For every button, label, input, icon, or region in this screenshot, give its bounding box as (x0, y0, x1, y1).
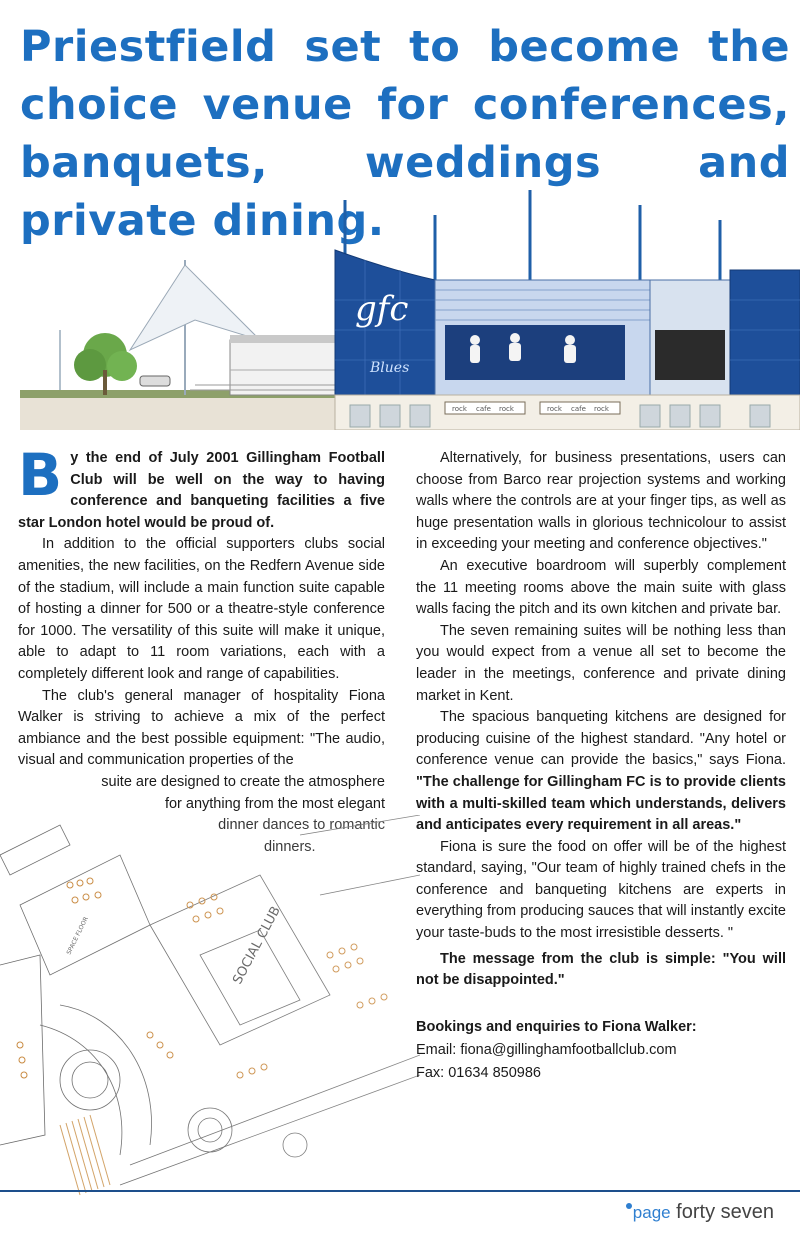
gfc-logo: gfc (355, 289, 409, 329)
body-line: suite are designed to create the atmosphere (101, 773, 385, 790)
body-paragraph: Fiona is sure the food on offer will be of the highest standard, saying, "Our team of highly trained chefs in the conference and banqueting kitchens are experts in everything from producing sauces that will instantly excite your taste-buds to the most irresistible desserts. " (416, 838, 786, 942)
cafe-sign: rock (499, 405, 514, 413)
intro-paragraph (18, 441, 385, 534)
footer-rule (0, 1190, 800, 1192)
right-column (416, 448, 786, 1085)
contact-heading: Bookings and enquiries to Fiona Walker: (416, 1018, 697, 1035)
cafe-sign: rock (594, 405, 609, 413)
contact-block (416, 1016, 786, 1085)
intro-text: y the end of July 2001 Gillingham Football Club will be well on the way to having conference and banqueting facilities a five star London hotel would be proud of. (18, 450, 385, 531)
page-word: page (632, 1203, 671, 1222)
stadium-illustration (20, 190, 800, 430)
cafe-sign: cafe (571, 405, 586, 413)
blues-sign: Blues (370, 360, 410, 376)
cafe-sign: cafe (476, 405, 491, 413)
body-paragraph: The club's general manager of hospitality Fiona Walker is striving to achieve a mix of the perfect ambiance and the best possible equipment: "The audio, visual and communication properties of the (18, 687, 385, 769)
headline: Priestfield set to become the choice venue for conferences, banquets, weddings and private dining. (20, 22, 790, 246)
body-paragraph: Alternatively, for business presentations, users can choose from Barco rear projection systems and working walls where the controls are at your finger tips, as well as huge presentation walls in glorious technicolour to assist in exceeding your meeting and conference objectives." (416, 450, 786, 553)
challenge-quote: "The challenge for Gillingham FC is to provide clients with a multi-skilled team which understands, delivers and anticipates every requirement in all areas." (416, 773, 786, 834)
floor-plan-drawing (0, 815, 420, 1200)
left-column (18, 441, 385, 858)
drop-cap: B (18, 441, 63, 509)
contact-fax: Fax: 01634 850986 (416, 1064, 541, 1081)
dot-icon (626, 1203, 632, 1209)
body-paragraph: In addition to the official supporters clubs social amenities, the new facilities, on the Redfern Avenue side of the stadium, will include a main function suite capable of hosting a dinner for 500 or a theatre-style conference for 1000. The versatility of this suite will make it unique, able to adapt to 11 room variations, each with a completely different look and range of capabilities. (18, 536, 385, 682)
cafe-sign: rock (452, 405, 467, 413)
closing-message: The message from the club is simple: "You will not be disappointed." (416, 950, 786, 989)
cafe-sign: rock (547, 405, 562, 413)
body-line: for anything from the most elegant (164, 795, 385, 812)
page-footer (626, 1201, 774, 1224)
kitchen-text: The spacious banqueting kitchens are designed for producing cuisine of the highest standard. "Any hotel or conference venue can provide the basics," says Fiona. (416, 709, 786, 769)
body-paragraph (416, 707, 786, 837)
body-paragraph: The seven remaining suites will be nothing less than you would expect from a venue all set to become the leader in the meetings, conference and private dining market in Kent. (416, 622, 786, 704)
body-paragraph: An executive boardroom will superbly complement the 11 meeting rooms above the main suite with glass walls facing the pitch and its own kitchen and private bar. (416, 557, 786, 618)
contact-email[interactable]: Email: fiona@gillinghamfootballclub.com (416, 1041, 677, 1058)
page-number: forty seven (676, 1201, 774, 1223)
